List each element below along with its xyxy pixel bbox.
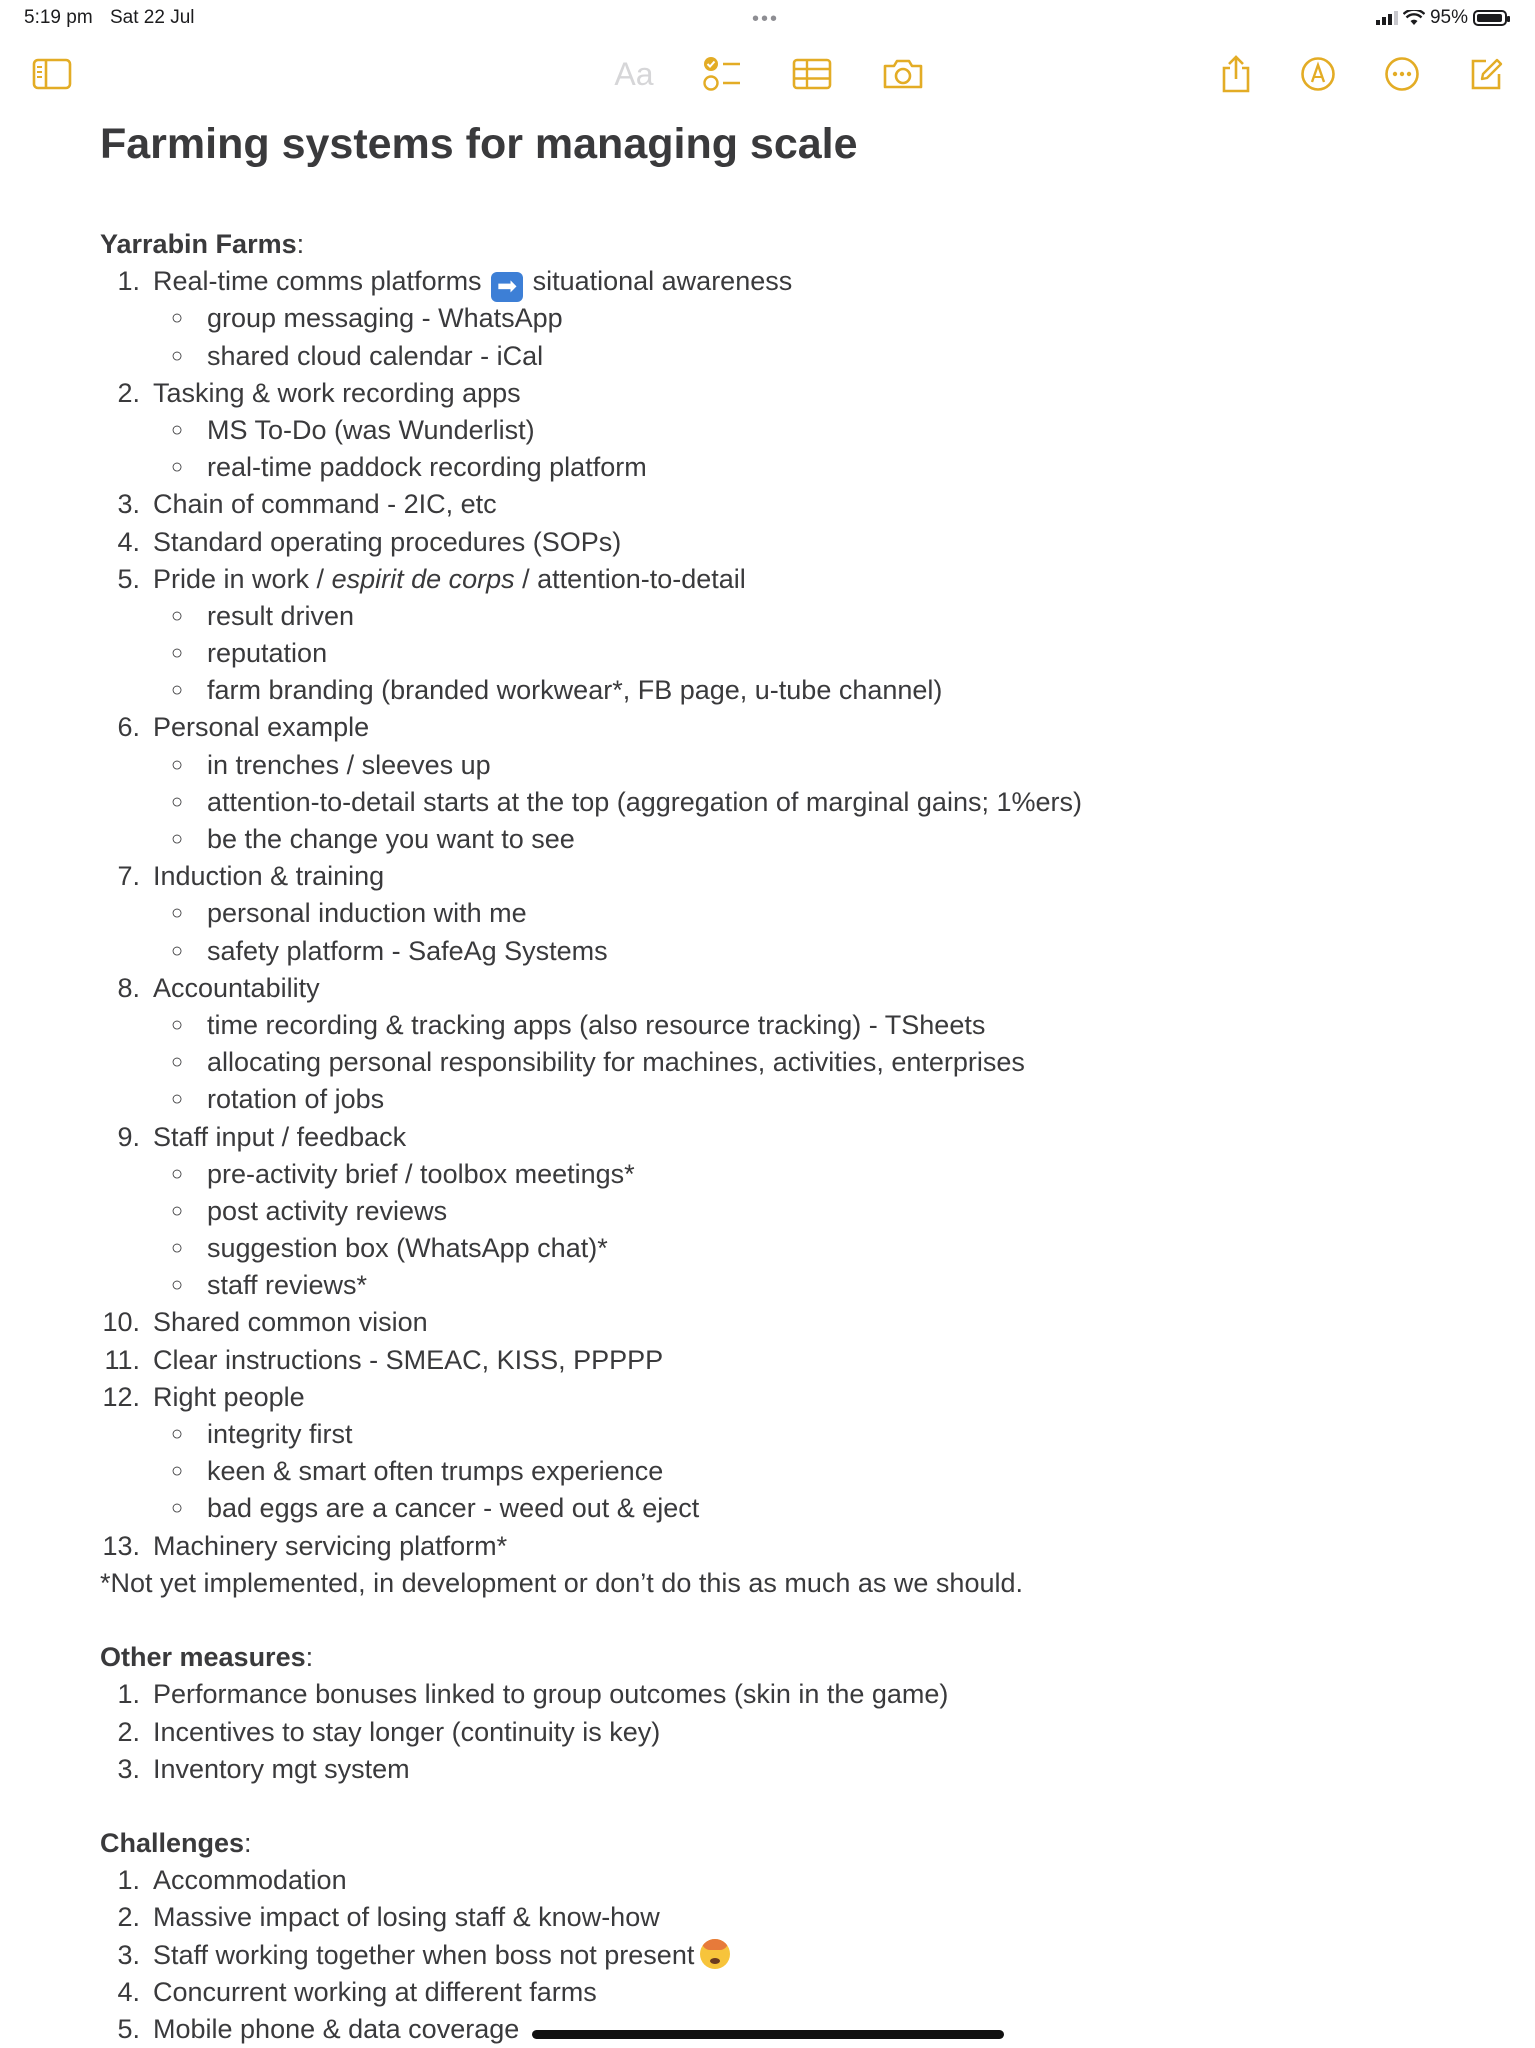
sub-list-item — [100, 895, 1480, 932]
hollow-bullet-icon: ○ — [171, 1013, 184, 1036]
challenges-list — [100, 1862, 1480, 2048]
list-item — [100, 1974, 1480, 2011]
section-heading-text: Challenges — [100, 1828, 245, 1859]
list-item — [100, 263, 1480, 300]
list-item — [100, 524, 1480, 561]
sub-list-item — [100, 1453, 1480, 1490]
share-button[interactable] — [1210, 48, 1262, 100]
spacer — [100, 1602, 1480, 1639]
section-heading-yarrabin — [100, 226, 1480, 263]
sub-list-item — [100, 821, 1480, 858]
hollow-bullet-icon: ○ — [171, 642, 184, 665]
sub-item-text: staff reviews* — [207, 1270, 368, 1301]
list-number: 10. — [102, 1307, 140, 1338]
hollow-bullet-icon: ○ — [171, 1237, 184, 1260]
sub-list-item — [100, 338, 1480, 375]
hollow-bullet-icon: ○ — [171, 1460, 184, 1483]
list-number: 1. — [117, 266, 140, 297]
section-heading-text: Yarrabin Farms — [100, 229, 297, 259]
sub-list-item — [100, 449, 1480, 486]
sidebar-icon — [32, 58, 72, 90]
list-item — [100, 561, 1480, 598]
format-button[interactable] — [608, 48, 660, 100]
sub-list-item — [100, 635, 1480, 672]
compose-button[interactable] — [1460, 48, 1512, 100]
camera-icon — [882, 58, 924, 90]
hollow-bullet-icon: ○ — [171, 604, 184, 627]
list-number: 6. — [117, 712, 140, 743]
wifi-icon — [1403, 10, 1425, 26]
list-number: 3. — [117, 489, 140, 520]
list-item-text: Tasking & work recording apps — [153, 377, 521, 408]
sub-list-item — [100, 747, 1480, 784]
sub-item-text: integrity first — [207, 1419, 353, 1449]
sub-item-text: personal induction with me — [207, 898, 527, 929]
table-icon — [792, 58, 832, 90]
sub-item-text: allocating personal responsibility for machines, activities, enterprises — [207, 1047, 1025, 1078]
list-number: 2. — [117, 377, 140, 408]
list-number: 7. — [117, 861, 140, 892]
list-item-text: Induction & training — [153, 861, 385, 892]
hollow-bullet-icon: ○ — [171, 679, 184, 702]
list-item-text: Machinery servicing platform* — [153, 1530, 508, 1561]
list-item — [100, 858, 1480, 895]
sub-item-text: bad eggs are a cancer - weed out & eject — [207, 1493, 700, 1524]
sub-item-text: suggestion box (WhatsApp chat)* — [207, 1233, 608, 1264]
list-item-text: Shared common vision — [153, 1307, 428, 1338]
list-number: 2. — [117, 1716, 140, 1747]
note-title[interactable]: Farming systems for managing scale — [100, 120, 858, 168]
list-item — [100, 486, 1480, 523]
list-number: 11. — [104, 1344, 140, 1375]
sub-list-item — [100, 1007, 1480, 1044]
hollow-bullet-icon: ○ — [171, 1162, 184, 1185]
list-item — [100, 1714, 1480, 1751]
sub-list-item — [100, 933, 1480, 970]
list-item — [100, 1342, 1480, 1379]
list-item — [100, 1119, 1480, 1156]
list-number: 1. — [117, 1865, 140, 1896]
status-date: Sat 22 Jul — [110, 7, 195, 28]
list-item — [100, 1937, 1480, 1974]
list-item — [100, 1862, 1480, 1899]
more-options-button[interactable] — [1376, 48, 1428, 100]
other-measures-list — [100, 1676, 1480, 1788]
share-icon — [1220, 55, 1252, 93]
list-number: 4. — [117, 1976, 140, 2007]
list-item — [100, 375, 1480, 412]
sub-item-text: pre-activity brief / toolbox meetings* — [207, 1158, 635, 1189]
sub-list-item — [100, 1044, 1480, 1081]
sub-list-item — [100, 412, 1480, 449]
section-heading-text: Other measures — [100, 1642, 306, 1673]
sub-item-text: reputation — [207, 638, 328, 669]
list-item-text: Massive impact of losing staff & know-how — [153, 1902, 660, 1933]
sub-item-text: farm branding (branded workwear*, FB page, u-tube channel) — [207, 675, 943, 706]
markup-icon — [1300, 56, 1336, 92]
list-item-text: Personal example — [153, 712, 370, 743]
exploding-head-emoji-icon — [700, 1939, 730, 1969]
list-item — [100, 1528, 1480, 1565]
list-number: 12. — [102, 1381, 140, 1412]
sub-list-item — [100, 598, 1480, 635]
sub-list-item — [100, 1230, 1480, 1267]
format-label: Aa — [614, 55, 654, 92]
list-number: 5. — [117, 563, 140, 594]
sub-item-text: real-time paddock recording platform — [207, 452, 647, 483]
list-item — [100, 1899, 1480, 1936]
yarrabin-list — [100, 263, 1480, 1565]
list-item-text: Clear instructions - SMEAC, KISS, PPPPP — [153, 1344, 664, 1375]
sub-list-item — [100, 1416, 1480, 1453]
heading-colon: : — [296, 229, 305, 259]
heading-colon: : — [244, 1828, 252, 1859]
list-number: 13. — [102, 1530, 140, 1561]
list-number: 3. — [117, 1753, 140, 1784]
italic-text: espirit de corps — [331, 563, 515, 594]
item-text-part: Real-time comms platforms — [153, 266, 490, 297]
item-text-part: Pride in work / — [153, 563, 332, 594]
checklist-button[interactable] — [696, 48, 748, 100]
hollow-bullet-icon: ○ — [171, 456, 184, 479]
sub-item-text: be the change you want to see — [207, 824, 575, 854]
hollow-bullet-icon: ○ — [171, 418, 184, 441]
list-item-text — [153, 1937, 730, 1974]
section-heading-other-measures — [100, 1639, 1480, 1676]
list-number: 4. — [117, 526, 140, 557]
status-bar — [0, 0, 1535, 36]
compose-icon — [1468, 56, 1504, 92]
list-item — [100, 1379, 1480, 1416]
hollow-bullet-icon: ○ — [171, 344, 184, 367]
list-item — [100, 1751, 1480, 1788]
table-button[interactable] — [786, 48, 838, 100]
list-item-text: Staff input / feedback — [153, 1121, 407, 1152]
sub-list-item — [100, 672, 1480, 709]
markup-button[interactable] — [1292, 48, 1344, 100]
hollow-bullet-icon: ○ — [171, 939, 184, 962]
hollow-bullet-icon: ○ — [171, 1423, 184, 1445]
hollow-bullet-icon: ○ — [171, 307, 184, 330]
sub-item-text: keen & smart often trumps experience — [207, 1456, 664, 1487]
list-item-text: Chain of command - 2IC, etc — [153, 489, 497, 520]
sidebar-toggle-button[interactable] — [26, 48, 78, 100]
status-indicators — [1376, 7, 1507, 29]
signal-icon — [1376, 11, 1398, 25]
right-arrow-icon: ➡ — [491, 272, 523, 302]
hollow-bullet-icon: ○ — [171, 828, 184, 850]
sub-item-text: MS To-Do (was Wunderlist) — [207, 414, 535, 445]
list-item — [100, 1676, 1480, 1713]
list-number: 9. — [117, 1121, 140, 1152]
footnote: *Not yet implemented, in development or don’t do this as much as we should. — [100, 1567, 1023, 1598]
list-number: 8. — [117, 972, 140, 1003]
list-number: 1. — [117, 1679, 140, 1710]
list-item-text: Right people — [153, 1381, 305, 1412]
sub-item-text: safety platform - SafeAg Systems — [207, 935, 608, 966]
battery-icon — [1473, 10, 1507, 26]
sub-item-text: shared cloud calendar - iCal — [207, 340, 544, 371]
list-item-text — [153, 263, 792, 302]
checklist-icon — [702, 55, 742, 93]
list-number: 5. — [117, 2014, 140, 2044]
notes-toolbar — [0, 48, 1535, 100]
home-indicator[interactable] — [532, 2030, 1004, 2039]
sub-item-text: rotation of jobs — [207, 1084, 385, 1115]
sub-item-text: attention-to-detail starts at the top (aggregation of marginal gains; 1%ers) — [207, 786, 1082, 817]
list-number: 3. — [117, 1939, 140, 1970]
list-item-text: Accountability — [153, 972, 320, 1003]
hollow-bullet-icon: ○ — [171, 1088, 184, 1111]
list-item-text: Inventory mgt system — [153, 1753, 410, 1784]
hollow-bullet-icon: ○ — [171, 753, 184, 776]
hollow-bullet-icon: ○ — [171, 902, 184, 925]
sub-list-item — [100, 300, 1480, 337]
list-item-text: Incentives to stay longer (continuity is key) — [153, 1716, 661, 1747]
sub-item-text: in trenches / sleeves up — [207, 749, 491, 780]
list-item-text — [153, 561, 746, 598]
list-item-text: Concurrent working at different farms — [153, 1976, 597, 2007]
list-item — [100, 1304, 1480, 1341]
item-text-part: situational awareness — [525, 266, 793, 297]
list-number: 2. — [117, 1902, 140, 1933]
more-icon — [1384, 56, 1420, 92]
sub-list-item — [100, 1156, 1480, 1193]
hollow-bullet-icon: ○ — [171, 1199, 184, 1222]
section-heading-challenges — [100, 1825, 1480, 1862]
hollow-bullet-icon: ○ — [171, 1497, 184, 1520]
sub-list-item — [100, 1490, 1480, 1527]
sub-item-text: result driven — [207, 600, 355, 631]
sub-item-text: group messaging - WhatsApp — [207, 303, 563, 334]
list-item — [100, 970, 1480, 1007]
battery-percent: 95% — [1429, 7, 1468, 28]
sub-list-item — [100, 1267, 1480, 1304]
list-item-text: Standard operating procedures (SOPs) — [153, 526, 622, 557]
sub-item-text: time recording & tracking apps (also resource tracking) - TSheets — [207, 1009, 986, 1040]
sub-list-item — [100, 1081, 1480, 1118]
multitasking-dots-icon[interactable]: ••• — [752, 8, 780, 30]
list-item-text: Mobile phone & data coverage — [153, 2014, 520, 2044]
spacer — [100, 1788, 1480, 1825]
list-item — [100, 709, 1480, 746]
item-text-part: Staff working together when boss not present — [153, 1939, 695, 1970]
sub-item-text: post activity reviews — [207, 1195, 448, 1226]
hollow-bullet-icon: ○ — [171, 1274, 184, 1297]
heading-colon: : — [305, 1642, 314, 1673]
note-body[interactable] — [100, 112, 1480, 2048]
hollow-bullet-icon: ○ — [171, 1051, 184, 1074]
camera-button[interactable] — [877, 48, 929, 100]
sub-list-item — [100, 1193, 1480, 1230]
sub-list-item — [100, 784, 1480, 821]
status-time: 5:19 pm — [24, 7, 93, 28]
item-text-part: / attention-to-detail — [514, 563, 746, 594]
hollow-bullet-icon: ○ — [171, 790, 184, 813]
list-item-text: Accommodation — [153, 1865, 347, 1896]
list-item-text: Performance bonuses linked to group outcomes (skin in the game) — [153, 1679, 949, 1710]
